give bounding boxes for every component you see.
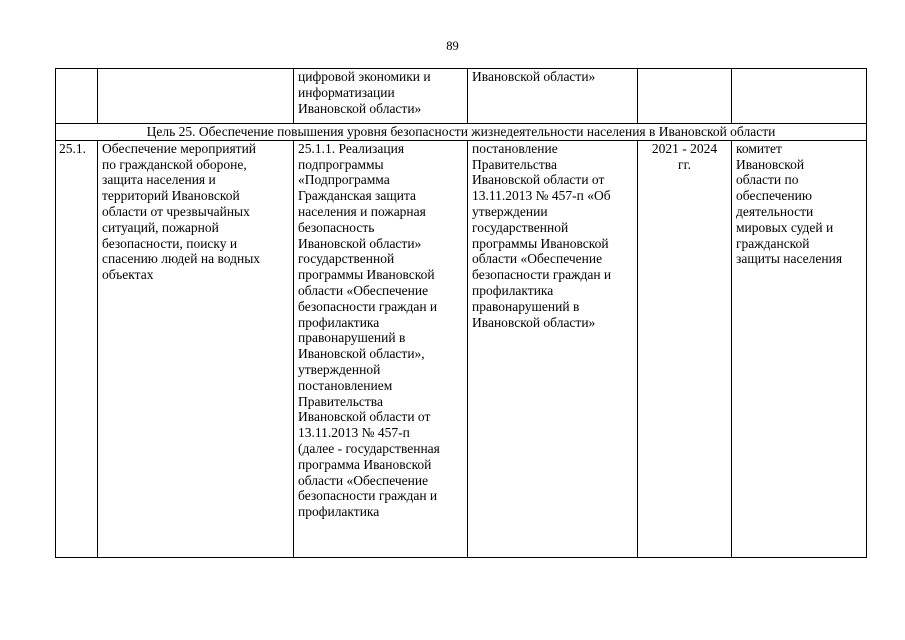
- measures-table: [55, 68, 867, 558]
- cell-executor: комитет Ивановской области по обеспечению деятельности мировых судей и гражданской защиты населения: [732, 140, 867, 557]
- page-number: 89: [446, 39, 459, 53]
- cell-action: цифровой экономики и информатизации Ивановской области»: [294, 69, 468, 124]
- cell-document: постановление Правительства Ивановской области от 13.11.2013 № 457-п «Об утверждении государственной программы Ивановской области «Обеспечение безопасности граждан и профилактика правонарушений в Ивановской области»: [468, 140, 638, 557]
- cell-period: [638, 69, 732, 124]
- cell-executor: [732, 69, 867, 124]
- cell-event: [98, 69, 294, 124]
- table-row-goal: [56, 124, 867, 141]
- goal-heading: Цель 25. Обеспечение повышения уровня безопасности жизнедеятельности населения в Ивановской области: [56, 124, 867, 141]
- cell-event: Обеспечение мероприятий по гражданской обороне, защита населения и территорий Ивановской области от чрезвычайных ситуаций, пожарной безопасности, поиску и спасению людей на водных объектах: [98, 140, 294, 557]
- cell-number: [56, 69, 98, 124]
- cell-action: 25.1.1. Реализация подпрограммы «Подпрограмма Гражданская защита населения и пожарная безопасность Ивановской области» государственной программы Ивановской области «Обеспечение безопасности граждан и профилактика правонарушений в Ивановской области», утвержденной постановлением Правительства Ивановской области от 13.11.2013 № 457-п (далее - государственная программа Ивановской области «Обеспечение безопасности граждан и профилактика: [294, 140, 468, 557]
- cell-period: 2021 - 2024 гг.: [638, 140, 732, 557]
- cell-number: 25.1.: [56, 140, 98, 557]
- table-row-measure: [56, 140, 867, 557]
- cell-document: Ивановской области»: [468, 69, 638, 124]
- table-row-continuation: [56, 69, 867, 124]
